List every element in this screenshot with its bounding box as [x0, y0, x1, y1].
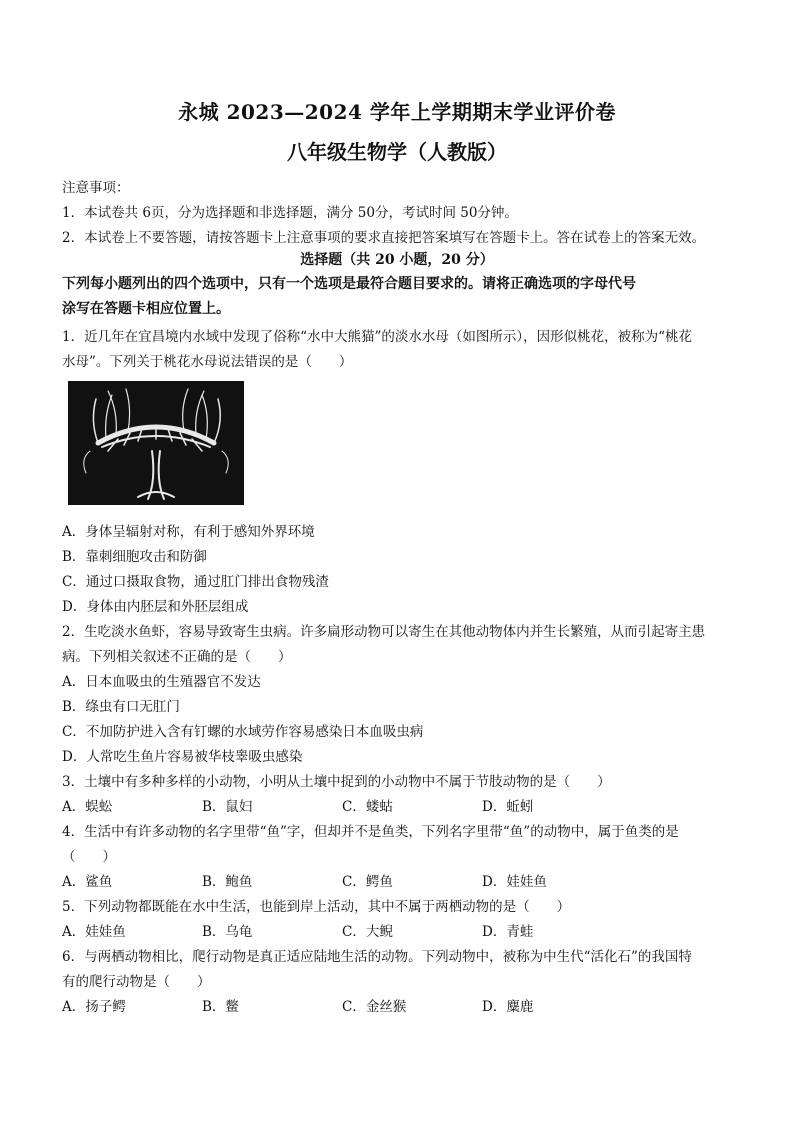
section-instruction: 涂写在答题卡相应位置上。 [62, 301, 230, 317]
question-1-option: D．身体由内胚层和外胚层组成 [62, 599, 249, 615]
question-2-option: A．日本血吸虫的生殖器官不发达 [62, 674, 261, 690]
option-c: C．金丝猴 [342, 999, 407, 1015]
question-2-option: C．不加防护进入含有钉螺的水域劳作容易感染日本血吸虫病 [62, 724, 424, 740]
question-4-stem: （ ） [62, 849, 116, 865]
question-1-option: B．靠刺细胞攻击和防御 [62, 549, 207, 565]
question-5-options [62, 920, 622, 940]
option-b: B．鳖 [202, 999, 239, 1015]
option-c: C．蝼蛄 [342, 799, 393, 815]
notes-heading: 注意事项： [62, 180, 130, 196]
option-d: D．青蛙 [482, 924, 534, 940]
option-a: A．娃娃鱼 [62, 924, 126, 940]
question-6-stem: 6．与两栖动物相比，爬行动物是真正适应陆地生活的动物。下列动物中，被称为中生代“活化石”的我国特 [62, 949, 692, 965]
question-6-stem: 有的爬行动物是（ ） [62, 974, 211, 990]
question-4-options [62, 870, 622, 890]
option-d: D．蚯蚓 [482, 799, 534, 815]
question-5-stem: 5．下列动物都既能在水中生活，也能到岸上活动，其中不属于两栖动物的是（ ） [62, 899, 571, 915]
option-c: C．鳄鱼 [342, 874, 393, 890]
question-2-stem: 病。下列相关叙述不正确的是（ ） [62, 649, 292, 665]
question-3-options [62, 795, 622, 815]
section-instruction: 下列每小题列出的四个选项中，只有一个选项是最符合题目要求的。请将正确选项的字母代号 [62, 276, 636, 292]
option-b: B．乌龟 [202, 924, 253, 940]
option-a: A．扬子鳄 [62, 999, 126, 1015]
section-title: 选择题（共 20 小题，20 分） [300, 252, 494, 268]
question-2-option: D．人常吃生鱼片容易被华枝睾吸虫感染 [62, 749, 303, 765]
note-item: 1．本试卷共 6页，分为选择题和非选择题，满分 50分，考试时间 50分钟。 [62, 205, 518, 221]
option-b: B．鼠妇 [202, 799, 253, 815]
question-3-stem: 3．土壤中有多种多样的小动物，小明从土壤中捉到的小动物中不属于节肢动物的是（ ） [62, 774, 611, 790]
question-2-stem: 2．生吃淡水鱼虾，容易导致寄生虫病。许多扁形动物可以寄生在其他动物体内并生长繁殖，从而引起寄主患 [62, 624, 706, 640]
option-a: A．鲨鱼 [62, 874, 113, 890]
question-2-option: B．绦虫有口无肛门 [62, 699, 180, 715]
question-6-options [62, 995, 622, 1015]
option-a: A．蜈蚣 [62, 799, 113, 815]
option-d: D．娃娃鱼 [482, 874, 547, 890]
jellyfish-image [68, 381, 244, 505]
question-1-option: C．通过口摄取食物，通过肛门排出食物残渣 [62, 574, 329, 590]
option-c: C．大鲵 [342, 924, 393, 940]
exam-title: 永城 2023—2024 学年上学期期末学业评价卷 [178, 100, 616, 124]
question-1-stem: 1．近几年在宜昌境内水域中发现了俗称“水中大熊猫”的淡水水母（如图所示），因形似桃花，被称为“桃花 [62, 329, 693, 345]
exam-subtitle: 八年级生物学（人教版） [287, 140, 507, 164]
option-b: B．鲍鱼 [202, 874, 253, 890]
option-d: D．麋鹿 [482, 999, 534, 1015]
note-item: 2．本试卷上不要答题，请按答题卡上注意事项的要求直接把答案填写在答题卡上。答在试卷上的答案无效。 [62, 230, 706, 246]
question-4-stem: 4．生活中有许多动物的名字里带“鱼”字，但却并不是鱼类，下列名字里带“鱼”的动物中，属于鱼类的是 [62, 824, 679, 840]
question-1-stem: 水母”。下列关于桃花水母说法错误的是（ ） [62, 354, 353, 370]
question-1-option: A．身体呈辐射对称，有利于感知外界环境 [62, 524, 315, 540]
